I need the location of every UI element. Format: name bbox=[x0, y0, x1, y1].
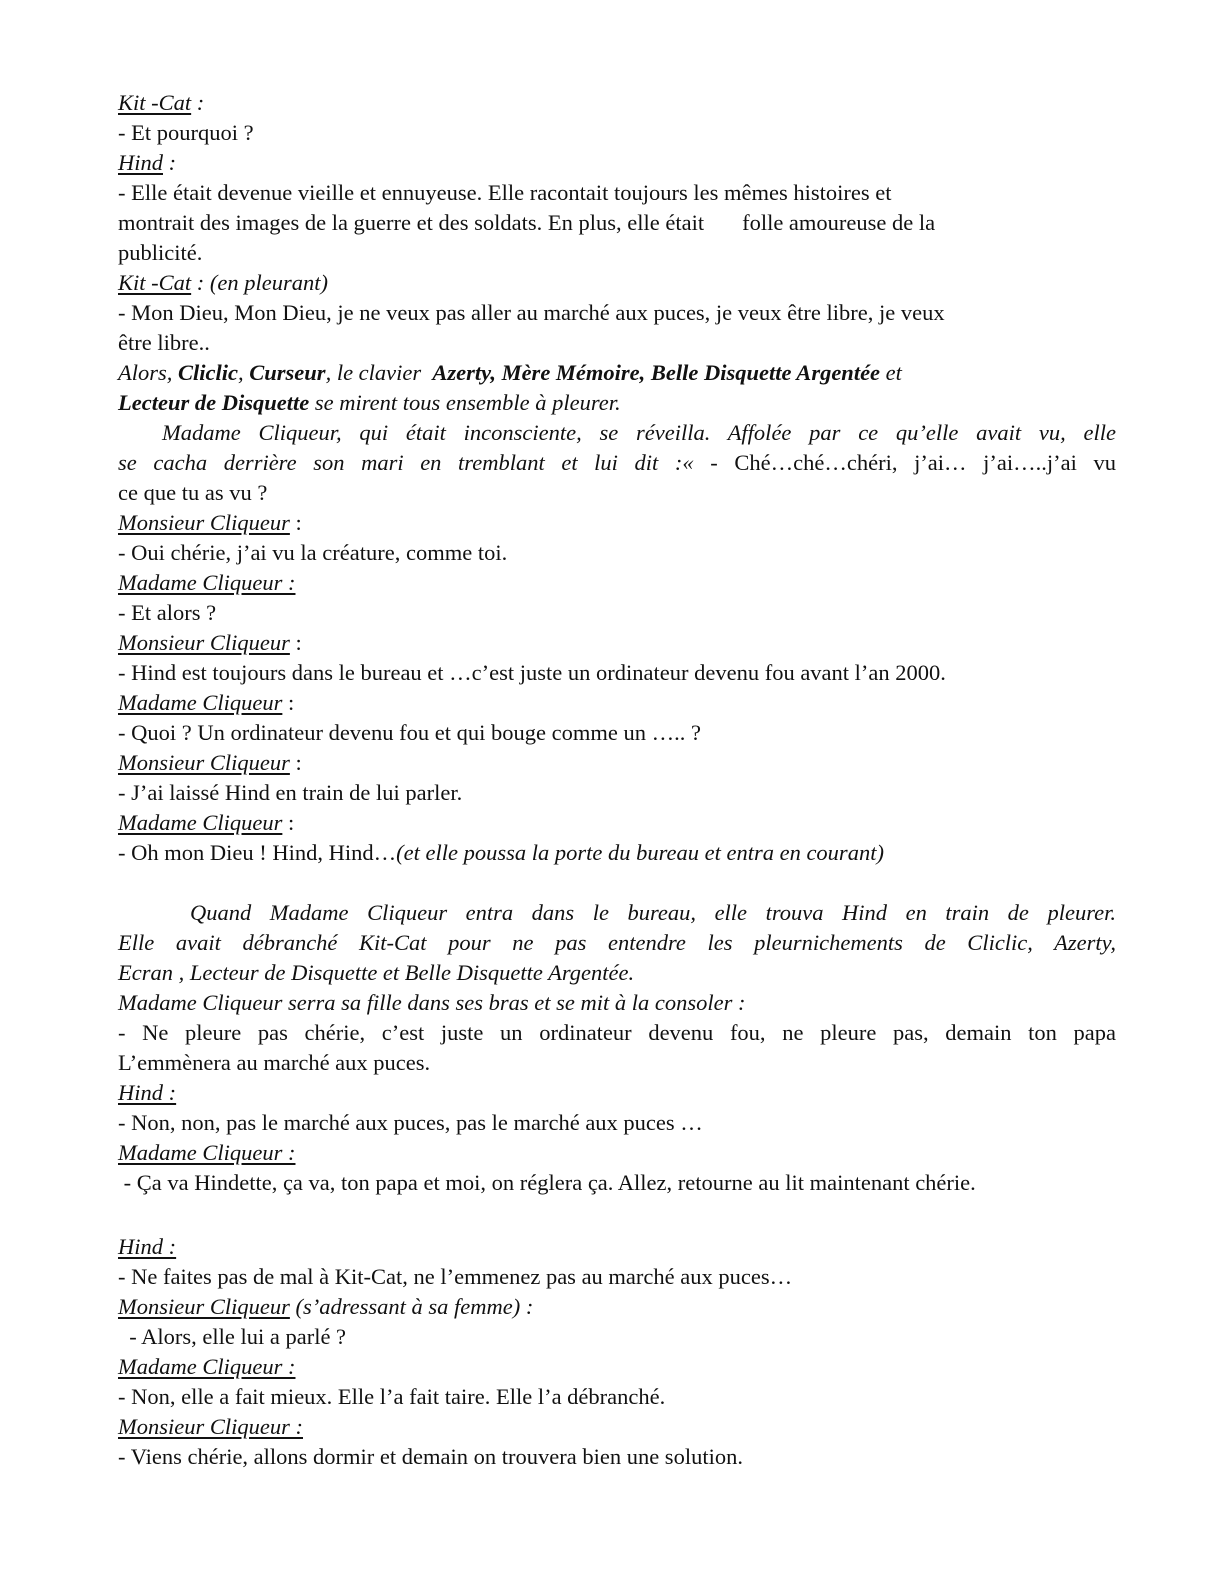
speaker-name: Madame Cliqueur : bbox=[118, 1140, 296, 1165]
speaker-name: Hind : bbox=[118, 1234, 177, 1259]
speaker-colon: : bbox=[282, 690, 295, 715]
text-segment: - Ché…ché…chéri, j’ai… j’ai…..j’ai vu bbox=[710, 450, 1116, 475]
narration-line bbox=[118, 388, 1116, 418]
paragraph-gap bbox=[118, 1198, 1116, 1232]
speaker-colon: : bbox=[289, 510, 302, 535]
speaker-name: Kit -Cat bbox=[118, 90, 192, 115]
text-segment: se mirent tous ensemble à pleurer. bbox=[309, 390, 621, 415]
document-page bbox=[118, 88, 1116, 1472]
speaker-line bbox=[118, 268, 1116, 298]
dialogue-line: - Quoi ? Un ordinateur devenu fou et qui bouge comme un ….. ? bbox=[118, 720, 701, 745]
dialogue-line: - Ça va Hindette, ça va, ton papa et moi, on réglera ça. Allez, retourne au lit maintenant chérie. bbox=[118, 1170, 976, 1195]
narration-line: Ecran , Lecteur de Disquette et Belle Disquette Argentée. bbox=[118, 960, 635, 985]
text-segment: montrait des images de la guerre et des soldats. En plus, elle était bbox=[118, 210, 705, 235]
speaker-line bbox=[118, 628, 1116, 658]
speaker-line bbox=[118, 1292, 1116, 1322]
speaker-colon: : bbox=[289, 630, 302, 655]
speaker-line bbox=[118, 748, 1116, 778]
dialogue-line: - Et alors ? bbox=[118, 600, 217, 625]
dialogue-line bbox=[118, 208, 1116, 238]
speaker-line bbox=[118, 808, 1116, 838]
dialogue-line: - Ne pleure pas chérie, c’est juste un ordinateur devenu fou, ne pleure pas, demain ton papa bbox=[118, 1020, 1116, 1045]
dialogue-line: L’emmènera au marché aux puces. bbox=[118, 1050, 431, 1075]
speaker-line bbox=[118, 88, 1116, 118]
speaker-colon: : bbox=[163, 150, 177, 175]
stage-direction: : (en pleurant) bbox=[191, 270, 328, 295]
speaker-line bbox=[118, 1232, 1116, 1262]
speaker-line bbox=[118, 148, 1116, 178]
speaker-name: Madame Cliqueur bbox=[118, 690, 283, 715]
speaker-name: Monsieur Cliqueur bbox=[118, 750, 290, 775]
text-segment: folle amoureuse de la bbox=[742, 210, 936, 235]
dialogue-line: - J’ai laissé Hind en train de lui parler. bbox=[118, 780, 463, 805]
text-segment: , bbox=[238, 360, 250, 385]
text-segment: , le clavier bbox=[325, 360, 433, 385]
speaker-line bbox=[118, 568, 1116, 598]
narration-line: Madame Cliqueur serra sa fille dans ses bras et se mit à la consoler : bbox=[118, 990, 746, 1015]
text-segment: - Oh mon Dieu ! Hind, Hind… bbox=[118, 840, 397, 865]
dialogue-line: - Elle était devenue vieille et ennuyeuse. Elle racontait toujours les mêmes histoires et bbox=[118, 180, 892, 205]
dialogue-line: - Alors, elle lui a parlé ? bbox=[118, 1324, 347, 1349]
dialogue-line: - Oui chérie, j’ai vu la créature, comme toi. bbox=[118, 540, 508, 565]
dialogue-line: - Non, non, pas le marché aux puces, pas le marché aux puces … bbox=[118, 1110, 703, 1135]
paragraph-gap bbox=[118, 868, 1116, 898]
character-name: Lecteur de Disquette bbox=[118, 390, 310, 415]
dialogue-line: publicité. bbox=[118, 240, 203, 265]
speaker-name: Kit -Cat bbox=[118, 270, 192, 295]
narration-line: Madame Cliqueur, qui était inconsciente, se réveilla. Affolée par ce qu’elle avait vu, elle bbox=[162, 420, 1116, 445]
speaker-line bbox=[118, 1078, 1116, 1108]
dialogue-line bbox=[118, 838, 1116, 868]
speaker-colon: : bbox=[191, 90, 205, 115]
dialogue-line: - Viens chérie, allons dormir et demain on trouvera bien une solution. bbox=[118, 1444, 743, 1469]
dialogue-line: être libre.. bbox=[118, 330, 210, 355]
speaker-name: Hind bbox=[118, 150, 163, 175]
speaker-name: Monsieur Cliqueur bbox=[118, 630, 290, 655]
character-name: Cliclic bbox=[178, 360, 239, 385]
speaker-line bbox=[118, 688, 1116, 718]
dialogue-line: - Ne faites pas de mal à Kit-Cat, ne l’emmenez pas au marché aux puces… bbox=[118, 1264, 793, 1289]
dialogue-line: ce que tu as vu ? bbox=[118, 480, 268, 505]
text-segment: se cacha derrière son mari en tremblant et lui dit :« bbox=[118, 450, 711, 475]
speaker-line bbox=[118, 1352, 1116, 1382]
speaker-line bbox=[118, 1412, 1116, 1442]
narration-line: Quand Madame Cliqueur entra dans le bureau, elle trouva Hind en train de pleurer. bbox=[190, 900, 1116, 925]
speaker-colon: : bbox=[289, 750, 302, 775]
text-segment: Alors, bbox=[118, 360, 179, 385]
speaker-name: Madame Cliqueur : bbox=[118, 1354, 296, 1379]
text-segment: et bbox=[880, 360, 902, 385]
speaker-line bbox=[118, 1138, 1116, 1168]
speaker-name: Monsieur Cliqueur : bbox=[118, 1414, 303, 1439]
character-name: Curseur bbox=[249, 360, 326, 385]
speaker-name: Madame Cliqueur : bbox=[118, 570, 296, 595]
speaker-name: Hind : bbox=[118, 1080, 177, 1105]
dialogue-line: - Mon Dieu, Mon Dieu, je ne veux pas aller au marché aux puces, je veux être libre, je veux bbox=[118, 300, 945, 325]
stage-direction: (s’adressant à sa femme) : bbox=[289, 1294, 534, 1319]
narration-line: Elle avait débranché Kit-Cat pour ne pas entendre les pleurnichements de Cliclic, Azerty, bbox=[118, 930, 1116, 955]
narration-line bbox=[118, 358, 1116, 388]
stage-direction: (et elle poussa la porte du bureau et entra en courant) bbox=[396, 840, 884, 865]
character-name: Azerty, Mère Mémoire, Belle Disquette Argentée bbox=[432, 360, 881, 385]
dialogue-line: - Hind est toujours dans le bureau et …c’est juste un ordinateur devenu fou avant l’an 2000. bbox=[118, 660, 946, 685]
speaker-colon: : bbox=[282, 810, 295, 835]
speaker-name: Monsieur Cliqueur bbox=[118, 1294, 290, 1319]
speaker-name: Monsieur Cliqueur bbox=[118, 510, 290, 535]
dialogue-line: - Non, elle a fait mieux. Elle l’a fait taire. Elle l’a débranché. bbox=[118, 1384, 666, 1409]
dialogue-line: - Et pourquoi ? bbox=[118, 120, 254, 145]
speaker-line bbox=[118, 508, 1116, 538]
speaker-name: Madame Cliqueur bbox=[118, 810, 283, 835]
narration-line bbox=[118, 448, 1116, 478]
